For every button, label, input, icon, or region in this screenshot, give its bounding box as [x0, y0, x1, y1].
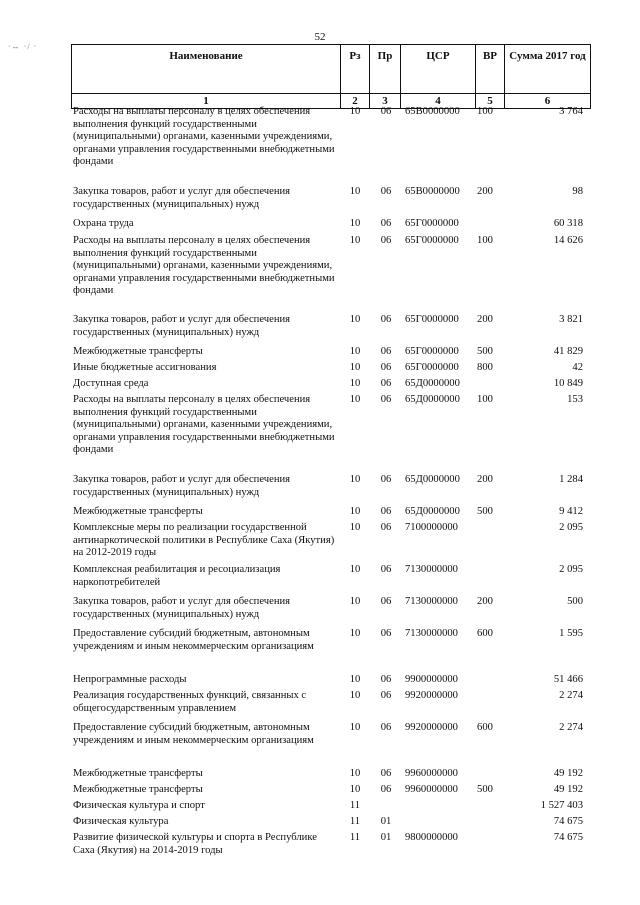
cell-pr: 06 [380, 186, 392, 197]
cell-rz: 10 [349, 564, 361, 575]
cell-pr: 06 [380, 378, 392, 389]
cell-name: Расходы на выплаты персоналу в целях обеспечения выполнения функций государственными (муниципальными) органами, казенными учреждениями, органами управления государственными внебюджетными фондами [73, 235, 335, 296]
col-number: 4 [401, 94, 476, 109]
cell-rz: 10 [349, 474, 361, 485]
page-number: 52 [314, 31, 326, 43]
cell-name: Межбюджетные трансферты [73, 768, 203, 779]
cell-rz: 11 [349, 832, 361, 843]
cell-name: Непрограммные расходы [73, 674, 187, 685]
cell-sum: 1 284 [559, 474, 583, 485]
cell-pr: 06 [380, 628, 392, 639]
cell-pr: 06 [380, 394, 392, 405]
cell-vr: 600 [477, 722, 493, 733]
cell-csr: 7100000000 [405, 522, 458, 533]
header-csr: ЦСР [401, 45, 476, 94]
cell-csr: 7130000000 [405, 596, 458, 607]
cell-pr: 06 [380, 106, 392, 117]
col-number: 3 [370, 94, 401, 109]
cell-pr: 06 [380, 690, 392, 701]
cell-rz: 10 [349, 768, 361, 779]
cell-csr: 65Д0000000 [405, 394, 460, 405]
cell-sum: 2 274 [559, 690, 583, 701]
cell-rz: 10 [349, 722, 361, 733]
cell-name: Предоставление субсидий бюджетным, автономным учреждениям и иным некоммерческим организациям [73, 722, 314, 746]
cell-sum: 10 849 [553, 378, 583, 389]
cell-csr: 65Д0000000 [405, 474, 460, 485]
cell-rz: 10 [349, 235, 361, 246]
header-vr: ВР [476, 45, 505, 94]
col-number: 5 [476, 94, 505, 109]
cell-rz: 10 [349, 506, 361, 517]
cell-rz: 10 [349, 674, 361, 685]
cell-rz: 10 [349, 394, 361, 405]
cell-sum: 153 [567, 394, 583, 405]
cell-rz: 10 [349, 784, 361, 795]
cell-pr: 06 [380, 474, 392, 485]
cell-name: Физическая культура и спорт [73, 800, 205, 811]
col-number: 6 [505, 94, 591, 109]
cell-pr: 06 [380, 784, 392, 795]
cell-pr: 06 [380, 564, 392, 575]
cell-csr: 7130000000 [405, 564, 458, 575]
cell-name: Доступная среда [73, 378, 149, 389]
cell-pr: 06 [380, 674, 392, 685]
cell-name: Межбюджетные трансферты [73, 506, 203, 517]
cell-rz: 10 [349, 346, 361, 357]
cell-sum: 60 318 [553, 218, 583, 229]
cell-vr: 200 [477, 314, 493, 325]
cell-sum: 1 527 403 [540, 800, 583, 811]
cell-csr: 65Г0000000 [405, 314, 459, 325]
cell-rz: 10 [349, 628, 361, 639]
cell-vr: 500 [477, 506, 493, 517]
header-rz: Рз [341, 45, 370, 94]
cell-sum: 42 [572, 362, 583, 373]
cell-vr: 100 [477, 235, 493, 246]
cell-sum: 14 626 [553, 235, 583, 246]
cell-sum: 74 675 [553, 816, 583, 827]
cell-vr: 600 [477, 628, 493, 639]
cell-name: Межбюджетные трансферты [73, 346, 203, 357]
cell-csr: 7130000000 [405, 628, 458, 639]
cell-sum: 3 821 [559, 314, 583, 325]
margin-mark: ·↔ ·/ · [8, 42, 38, 51]
cell-csr: 65Г0000000 [405, 235, 459, 246]
cell-vr: 500 [477, 784, 493, 795]
cell-sum: 3 764 [559, 106, 583, 117]
cell-pr: 06 [380, 362, 392, 373]
cell-pr: 06 [380, 218, 392, 229]
cell-csr: 65Д0000000 [405, 378, 460, 389]
cell-name: Комплексная реабилитация и ресоциализация наркопотребителей [73, 564, 281, 588]
cell-vr: 100 [477, 106, 493, 117]
cell-name: Закупка товаров, работ и услуг для обеспечения государственных (муниципальных) нужд [73, 596, 291, 620]
cell-name: Закупка товаров, работ и услуг для обеспечения государственных (муниципальных) нужд [73, 314, 291, 338]
cell-csr: 65Д0000000 [405, 506, 460, 517]
cell-rz: 10 [349, 522, 361, 533]
cell-pr: 06 [380, 522, 392, 533]
cell-pr: 06 [380, 722, 392, 733]
cell-rz: 11 [349, 816, 361, 827]
cell-vr: 200 [477, 186, 493, 197]
cell-name: Развитие физической культуры и спорта в Республике Саха (Якутия) на 2014-2019 годы [73, 832, 317, 856]
cell-sum: 49 192 [553, 784, 583, 795]
cell-name: Реализация государственных функций, связанных с общегосударственным управлением [73, 690, 307, 714]
cell-pr: 01 [380, 816, 392, 827]
cell-pr: 06 [380, 596, 392, 607]
col-number: 1 [72, 94, 341, 109]
cell-csr: 9920000000 [405, 690, 458, 701]
cell-csr: 9960000000 [405, 768, 458, 779]
cell-vr: 200 [477, 474, 493, 485]
cell-rz: 10 [349, 314, 361, 325]
cell-rz: 10 [349, 106, 361, 117]
cell-name: Расходы на выплаты персоналу в целях обеспечения выполнения функций государственными (муниципальными) органами, казенными учреждениями, органами управления государственными внебюджетными фондами [73, 394, 335, 455]
cell-vr: 500 [477, 346, 493, 357]
cell-pr: 06 [380, 768, 392, 779]
cell-name: Предоставление субсидий бюджетным, автономным учреждениям и иным некоммерческим организациям [73, 628, 314, 652]
cell-name: Межбюджетные трансферты [73, 784, 203, 795]
cell-csr: 9920000000 [405, 722, 458, 733]
header-pr: Пр [370, 45, 401, 94]
cell-sum: 500 [567, 596, 583, 607]
cell-csr: 9800000000 [405, 832, 458, 843]
cell-rz: 10 [349, 186, 361, 197]
col-number: 2 [341, 94, 370, 109]
cell-rz: 10 [349, 690, 361, 701]
cell-pr: 06 [380, 235, 392, 246]
cell-sum: 2 095 [559, 522, 583, 533]
cell-rz: 10 [349, 596, 361, 607]
cell-sum: 41 829 [553, 346, 583, 357]
cell-rz: 10 [349, 218, 361, 229]
cell-csr: 65Г0000000 [405, 362, 459, 373]
cell-sum: 74 675 [553, 832, 583, 843]
cell-sum: 98 [572, 186, 583, 197]
cell-pr: 01 [380, 832, 392, 843]
header-name: Наименование [72, 45, 341, 94]
cell-pr: 06 [380, 506, 392, 517]
cell-name: Закупка товаров, работ и услуг для обеспечения государственных (муниципальных) нужд [73, 186, 291, 210]
cell-csr: 65Г0000000 [405, 346, 459, 357]
cell-pr: 06 [380, 314, 392, 325]
cell-csr: 65В0000000 [405, 106, 460, 117]
cell-sum: 2 095 [559, 564, 583, 575]
header-sum: Сумма 2017 год [505, 45, 591, 94]
cell-sum: 1 595 [559, 628, 583, 639]
cell-csr: 65В0000000 [405, 186, 460, 197]
cell-name: Закупка товаров, работ и услуг для обеспечения государственных (муниципальных) нужд [73, 474, 291, 498]
cell-name: Физическая культура [73, 816, 169, 827]
cell-vr: 800 [477, 362, 493, 373]
cell-name: Комплексные меры по реализации государственной антинаркотической политики в Республике Саха (Якутия) на 2012-2019 годы [73, 522, 335, 558]
cell-pr: 06 [380, 346, 392, 357]
table-header [71, 44, 591, 109]
cell-vr: 100 [477, 394, 493, 405]
cell-rz: 10 [349, 362, 361, 373]
cell-rz: 10 [349, 378, 361, 389]
cell-vr: 200 [477, 596, 493, 607]
cell-sum: 9 412 [559, 506, 583, 517]
cell-csr: 9900000000 [405, 674, 458, 685]
cell-rz: 11 [349, 800, 361, 811]
cell-sum: 49 192 [553, 768, 583, 779]
cell-name: Расходы на выплаты персоналу в целях обеспечения выполнения функций государственными (муниципальными) органами, казенными учреждениями, органами управления государственными внебюджетными фондами [73, 106, 335, 167]
cell-sum: 2 274 [559, 722, 583, 733]
cell-name: Иные бюджетные ассигнования [73, 362, 217, 373]
cell-name: Охрана труда [73, 218, 134, 229]
cell-csr: 65Г0000000 [405, 218, 459, 229]
cell-csr: 9960000000 [405, 784, 458, 795]
cell-sum: 51 466 [553, 674, 583, 685]
